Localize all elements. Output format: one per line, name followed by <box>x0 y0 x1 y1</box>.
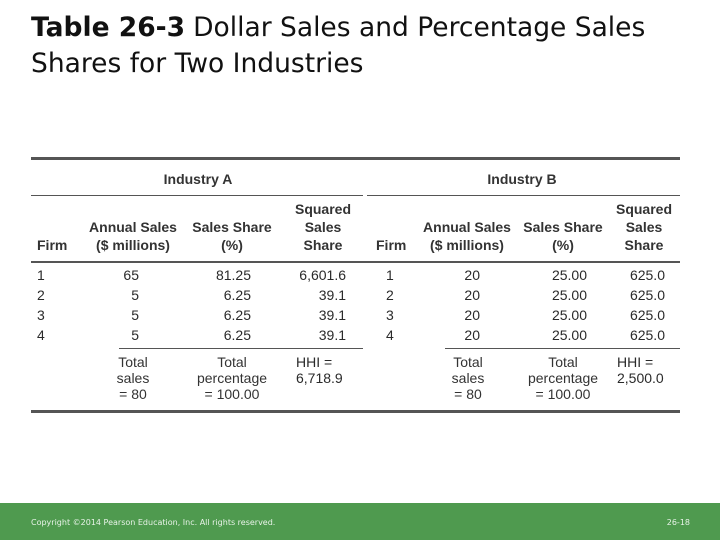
total-sales-b-line3: = 80 <box>454 386 482 402</box>
total-sales-b-line2: sales <box>451 370 485 386</box>
col-squared-a-line1: Squared <box>294 201 351 217</box>
page-number: 26-18 <box>666 518 690 527</box>
sq-a-2: 39.1 <box>318 287 346 303</box>
share-b-1: 25.00 <box>551 267 587 283</box>
sq-a-1: 6,601.6 <box>299 267 346 283</box>
total-sales-a-line1: Total <box>118 354 148 370</box>
col-firm-b: Firm <box>376 237 407 253</box>
sq-b-2: 625.0 <box>629 287 665 303</box>
total-sales-b-line1: Total <box>453 354 483 370</box>
col-squared-a-line3: Share <box>303 237 343 253</box>
industry-a-heading: Industry A <box>163 171 233 187</box>
share-a-4: 6.25 <box>223 327 251 343</box>
col-sales-share-b-line1: Sales Share <box>523 219 603 235</box>
total-pct-b-line2: percentage <box>527 370 599 386</box>
col-annual-sales-a-line2: ($ millions) <box>96 237 170 253</box>
hhi-b-value: 2,500.0 <box>617 370 664 386</box>
totals-b-rule <box>445 348 680 349</box>
total-sales-a-line3: = 80 <box>119 386 147 402</box>
col-squared-b-line3: Share <box>624 237 664 253</box>
sq-b-4: 625.0 <box>629 327 665 343</box>
sales-a-1: 65 <box>123 267 139 283</box>
top-rule <box>31 157 680 160</box>
firm-b-1: 1 <box>386 267 394 283</box>
share-b-4: 25.00 <box>551 327 587 343</box>
col-annual-sales-b-line1: Annual Sales <box>423 219 511 235</box>
col-annual-sales-b-line2: ($ millions) <box>430 237 504 253</box>
col-squared-b-line2: Sales <box>625 219 663 235</box>
col-squared-a-line2: Sales <box>304 219 342 235</box>
sales-a-4: 5 <box>131 327 139 343</box>
share-b-2: 25.00 <box>551 287 587 303</box>
total-pct-a-line3: = 100.00 <box>204 386 260 402</box>
share-a-3: 6.25 <box>223 307 251 323</box>
sales-a-3: 5 <box>131 307 139 323</box>
col-annual-sales-a-line1: Annual Sales <box>89 219 177 235</box>
total-pct-a-line1: Total <box>217 354 247 370</box>
firm-b-2: 2 <box>386 287 394 303</box>
hhi-b-label: HHI = <box>617 354 654 370</box>
hhi-a-value: 6,718.9 <box>296 370 343 386</box>
sales-b-2: 20 <box>464 287 480 303</box>
sales-b-4: 20 <box>464 327 480 343</box>
bottom-rule <box>31 410 680 413</box>
col-sales-share-a-line2: (%) <box>221 237 243 253</box>
col-firm-a: Firm <box>37 237 68 253</box>
header-rule <box>31 261 680 263</box>
sales-a-2: 5 <box>131 287 139 303</box>
industry-b-rule <box>367 195 680 196</box>
firm-a-1: 1 <box>37 267 45 283</box>
footer-bar <box>0 503 720 540</box>
firm-b-3: 3 <box>386 307 394 323</box>
hhi-a-label: HHI = <box>296 354 333 370</box>
total-pct-b-line3: = 100.00 <box>535 386 591 402</box>
sq-b-3: 625.0 <box>629 307 665 323</box>
sales-b-3: 20 <box>464 307 480 323</box>
sales-b-1: 20 <box>464 267 480 283</box>
firm-a-2: 2 <box>37 287 45 303</box>
col-sales-share-a-line1: Sales Share <box>192 219 272 235</box>
firm-b-4: 4 <box>386 327 394 343</box>
share-a-1: 81.25 <box>215 267 251 283</box>
industry-a-rule <box>31 195 363 196</box>
share-a-2: 6.25 <box>223 287 251 303</box>
col-squared-b-line1: Squared <box>615 201 672 217</box>
sales-share-table <box>31 157 680 415</box>
total-pct-a-line2: percentage <box>196 370 268 386</box>
industry-b-heading: Industry B <box>487 171 557 187</box>
firm-a-4: 4 <box>37 327 45 343</box>
sq-a-3: 39.1 <box>318 307 346 323</box>
total-sales-a-line2: sales <box>116 370 150 386</box>
totals-a-rule <box>119 348 363 349</box>
col-sales-share-b-line2: (%) <box>552 237 574 253</box>
sq-a-4: 39.1 <box>318 327 346 343</box>
copyright-notice: Copyright ©2014 Pearson Education, Inc. All rights reserved. <box>31 518 276 527</box>
sq-b-1: 625.0 <box>629 267 665 283</box>
slide-title <box>31 10 711 82</box>
table-number: Table 26-3 <box>31 12 186 43</box>
table-caption: Dollar Sales and Percentage Sales Shares for Two Industries <box>31 12 646 79</box>
share-b-3: 25.00 <box>551 307 587 323</box>
firm-a-3: 3 <box>37 307 45 323</box>
total-pct-b-line1: Total <box>548 354 578 370</box>
